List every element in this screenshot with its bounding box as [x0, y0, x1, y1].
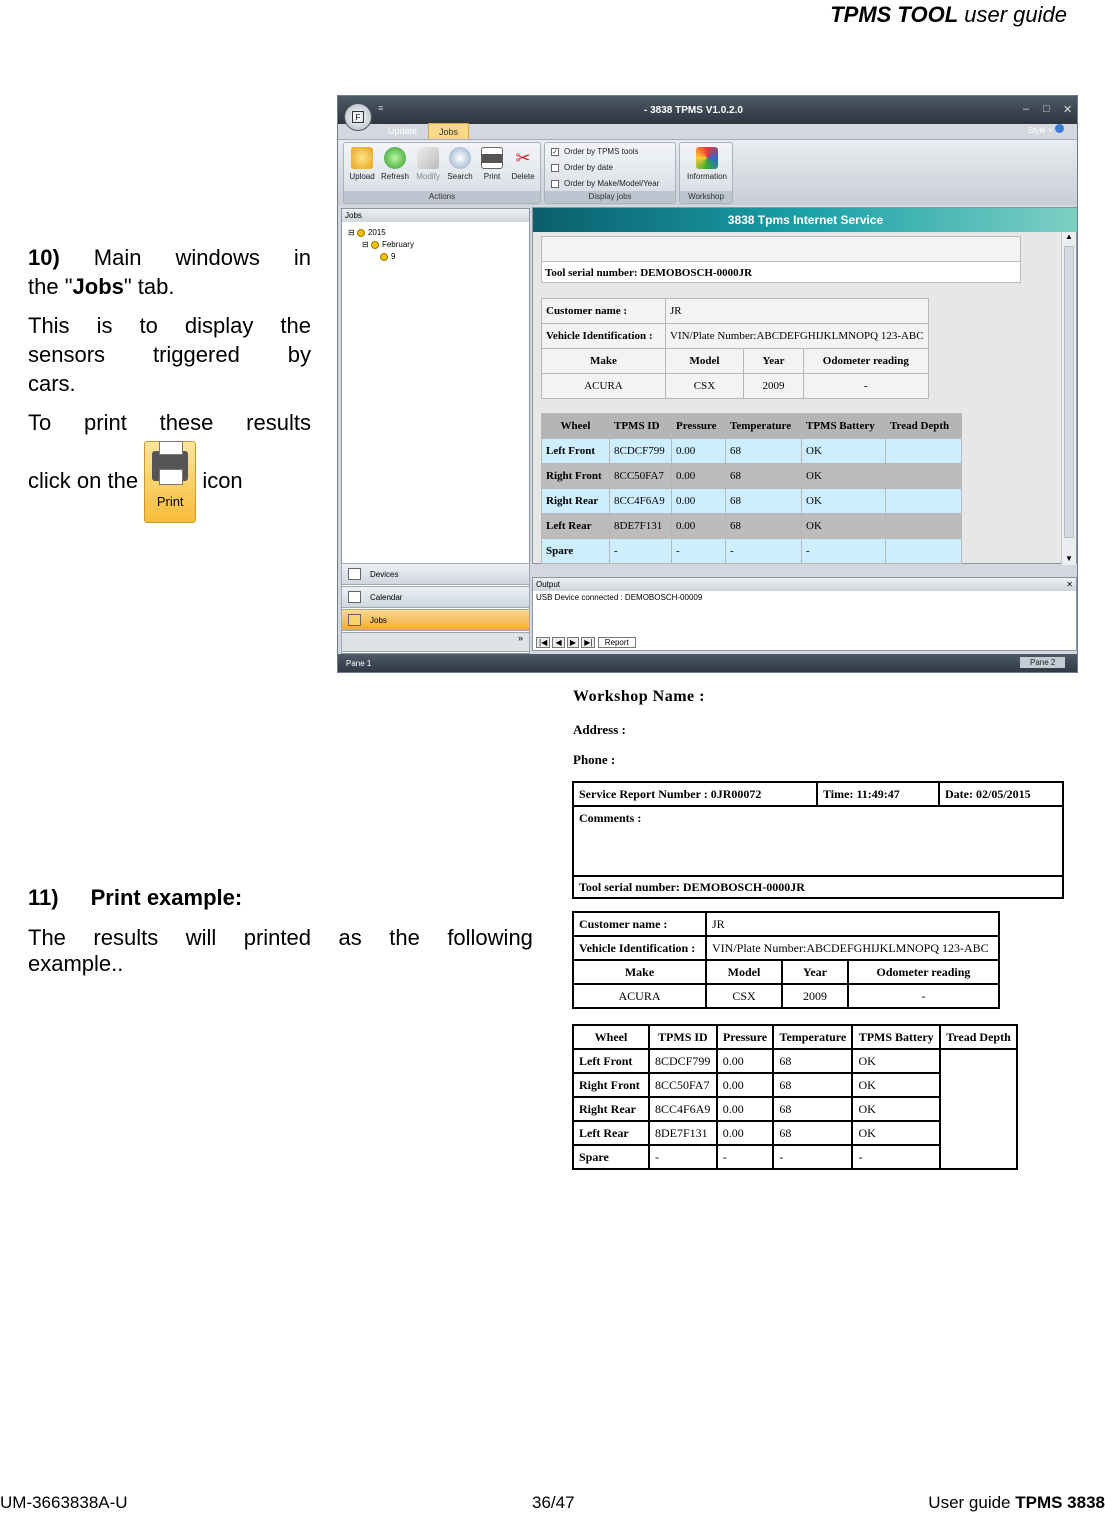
text: the "	[28, 274, 73, 299]
header-cell: Model	[706, 960, 782, 984]
display-group-label: Display jobs	[545, 191, 675, 203]
cell: 68	[773, 1049, 852, 1073]
information-icon	[696, 147, 718, 169]
s10-line-1	[28, 243, 311, 272]
s11-number: 11)	[28, 885, 59, 910]
cell: -	[804, 374, 929, 399]
s11-line-1	[28, 925, 533, 951]
app-menu-label: F	[352, 111, 364, 123]
quick-access-icon[interactable]: ≡	[378, 103, 384, 113]
nav-jobs[interactable]	[341, 609, 530, 631]
table-row	[542, 514, 962, 539]
footer-guide	[928, 1493, 1105, 1513]
status-bar	[338, 654, 1078, 673]
s10-line-6	[28, 408, 311, 437]
s10-line-4	[28, 340, 311, 369]
minimize-icon[interactable]: –	[1023, 103, 1030, 115]
cell: -	[717, 1145, 774, 1169]
cell: OK	[802, 464, 886, 489]
pe-address: Address :	[573, 722, 626, 737]
upload-label: Upload	[349, 172, 375, 181]
cell: Left Rear	[573, 1121, 649, 1145]
status-pane-2: Pane 2	[1020, 657, 1065, 668]
header-cell: TPMS Battery	[802, 414, 886, 439]
report-scrollbar[interactable]	[1061, 232, 1076, 565]
cell: 68	[726, 489, 802, 514]
upload-icon	[351, 147, 373, 169]
node-icon	[371, 241, 379, 249]
cell: 2009	[744, 374, 804, 399]
text: click on the	[28, 467, 139, 493]
word: is	[96, 313, 113, 338]
search-icon	[449, 147, 471, 169]
word: will	[185, 925, 217, 950]
cell: 8CC4F6A9	[649, 1097, 717, 1121]
s11-heading	[28, 885, 533, 911]
header-cell: Odometer reading	[804, 349, 929, 374]
cell: Right Front	[542, 464, 610, 489]
cell: OK	[852, 1049, 940, 1073]
output-pane	[532, 577, 1077, 651]
cell: Spare	[542, 539, 610, 564]
order-by-tools-checkbox[interactable]	[551, 147, 639, 156]
page-header	[830, 2, 1067, 28]
cell: Service Report Number : 0JR00072	[573, 782, 817, 806]
print-label: Print	[483, 172, 501, 181]
cell: 8CDCF799	[649, 1049, 717, 1073]
s10-number: 10)	[28, 245, 60, 270]
nav-label: Jobs	[370, 616, 387, 625]
pe-service-table	[572, 781, 1064, 899]
checkbox-label: Order by Make/Model/Year	[564, 179, 660, 188]
word: results	[93, 925, 159, 950]
tree-label: 2015	[367, 228, 386, 237]
s10-line-5: cars.	[28, 371, 76, 396]
cell	[886, 539, 962, 564]
help-icon[interactable]	[1055, 124, 1064, 133]
cell	[886, 439, 962, 464]
cell: 0.00	[717, 1073, 774, 1097]
sensor-table	[541, 413, 962, 564]
tree-label: 9	[391, 252, 396, 261]
cell: Spare	[573, 1145, 649, 1169]
node-icon	[357, 229, 365, 237]
cell: 68	[773, 1121, 852, 1145]
word: display	[184, 313, 254, 338]
nav-calendar[interactable]	[341, 586, 530, 608]
report-banner: 3838 Tpms Internet Service	[533, 208, 1078, 232]
cell: OK	[852, 1073, 940, 1097]
next-page-icon[interactable]: ▶	[567, 637, 579, 648]
footer-guide-text: User guide	[928, 1493, 1016, 1512]
cell: -	[773, 1145, 852, 1169]
pe-sensor-table	[572, 1024, 1018, 1170]
cell: Right Front	[573, 1073, 649, 1097]
cell: Time: 11:49:47	[817, 782, 939, 806]
actions-group	[343, 142, 541, 204]
refresh-label: Refresh	[380, 172, 409, 181]
cell: 8CC50FA7	[610, 464, 672, 489]
header-cell: Temperature	[726, 414, 802, 439]
workshop-group	[679, 142, 733, 204]
tab-report[interactable]: Report	[598, 637, 636, 648]
word: sensors	[28, 342, 106, 367]
scissors-icon: ✂	[515, 148, 531, 168]
print-icon-label: Print	[156, 494, 184, 509]
folder-icon	[348, 614, 361, 626]
table-row	[542, 464, 962, 489]
cell: 0.00	[672, 489, 726, 514]
cell: -	[672, 539, 726, 564]
app-screenshot	[337, 95, 1078, 673]
cell: 8CC50FA7	[649, 1073, 717, 1097]
tool-serial: Tool serial number: DEMOBOSCH-0000JR	[541, 261, 1021, 283]
header-cell: Model	[666, 349, 744, 374]
cell: VIN/Plate Number:ABCDEFGHIJKLMNOPQ 123-ABC	[666, 324, 929, 349]
cell: -	[610, 539, 672, 564]
scroll-thumb[interactable]	[1064, 246, 1074, 538]
delete-button[interactable]	[507, 147, 539, 181]
header-cell: Odometer reading	[848, 960, 999, 984]
order-by-make-checkbox[interactable]	[551, 179, 659, 188]
table-row	[573, 1049, 1017, 1073]
scroll-up-icon[interactable]: ▲	[1065, 232, 1073, 241]
cell: Customer name :	[573, 912, 706, 936]
footer-product: TPMS 3838	[1015, 1493, 1105, 1512]
information-label: Information	[686, 172, 728, 181]
last-page-icon[interactable]: ▶|	[581, 637, 595, 648]
status-pane-1: Pane 1	[346, 659, 372, 668]
word: To	[28, 410, 52, 435]
word: in	[293, 245, 311, 270]
table-row	[542, 539, 962, 564]
nav-devices[interactable]	[341, 563, 530, 585]
tree-node-9[interactable]	[380, 252, 395, 261]
refresh-button[interactable]	[379, 147, 411, 181]
style-label: Style	[1028, 126, 1046, 135]
cell: 0.00	[717, 1097, 774, 1121]
delete-label: Delete	[511, 172, 535, 181]
cell: JR	[706, 912, 999, 936]
cell: ACURA	[573, 984, 706, 1008]
header-cell: Wheel	[573, 1025, 649, 1049]
cell: 0.00	[717, 1121, 774, 1145]
word: the	[389, 925, 420, 950]
cell: Tool serial number: DEMOBOSCH-0000JR	[573, 876, 1063, 898]
cell: OK	[802, 489, 886, 514]
cell: 0.00	[672, 464, 726, 489]
report-top-box	[541, 236, 1021, 262]
customer-table	[541, 298, 929, 399]
title-bar	[338, 96, 1078, 124]
word: these	[159, 410, 214, 435]
cell: CSX	[706, 984, 782, 1008]
header-cell: Wheel	[542, 414, 610, 439]
cell: JR	[666, 299, 929, 324]
header-cell: Make	[573, 960, 706, 984]
cell: 8CC4F6A9	[610, 489, 672, 514]
cell: Comments :	[573, 806, 1063, 876]
modify-label: Modify	[416, 172, 440, 181]
cell: Right Rear	[573, 1097, 649, 1121]
header-cell: TPMS ID	[610, 414, 672, 439]
header-cell: Tread Depth	[940, 1025, 1017, 1049]
cell: VIN/Plate Number:ABCDEFGHIJKLMNOPQ 123-ABC	[706, 936, 999, 960]
cell: OK	[852, 1121, 940, 1145]
checkbox-label: Order by date	[564, 163, 613, 172]
maximize-icon[interactable]: □	[1043, 103, 1050, 115]
checkbox-icon	[551, 164, 559, 172]
tree-node-2015[interactable]: ⊟ 2015	[348, 228, 386, 237]
header-cell: Temperature	[773, 1025, 852, 1049]
cell: 0.00	[672, 439, 726, 464]
window-title: - 3838 TPMS V1.0.2.0	[644, 105, 743, 116]
cell: Right Rear	[542, 489, 610, 514]
header-title: TPMS TOOL	[830, 2, 959, 27]
header-cell: Pressure	[717, 1025, 774, 1049]
jobs-word: Jobs	[72, 274, 124, 299]
cell: -	[802, 539, 886, 564]
section-10-text	[28, 243, 311, 523]
tab-jobs[interactable]: Jobs	[428, 123, 469, 140]
search-button[interactable]	[444, 147, 476, 181]
cell: OK	[802, 439, 886, 464]
prev-page-icon[interactable]: ◀	[552, 637, 564, 648]
search-label: Search	[447, 172, 473, 181]
cell: Left Front	[542, 439, 610, 464]
s10-line-2	[28, 272, 311, 301]
word: This	[28, 313, 70, 338]
cell: 8DE7F131	[610, 514, 672, 539]
nav-label: Calendar	[370, 593, 403, 602]
print-icon	[144, 441, 196, 523]
cell: -	[852, 1145, 940, 1169]
cell: 68	[773, 1097, 852, 1121]
header-cell: Pressure	[672, 414, 726, 439]
devices-icon	[348, 568, 361, 580]
nav-label: Devices	[370, 570, 399, 579]
print-button[interactable]	[476, 147, 508, 181]
word: printed	[243, 925, 312, 950]
output-title: Output	[536, 580, 561, 589]
cell: 68	[773, 1073, 852, 1097]
word: as	[338, 925, 362, 950]
word: triggered	[152, 342, 240, 367]
cell: OK	[802, 514, 886, 539]
cell: -	[726, 539, 802, 564]
checkbox-checked-icon: ✓	[552, 148, 558, 156]
table-row	[542, 439, 962, 464]
checkbox-icon	[551, 180, 559, 188]
order-by-date-checkbox[interactable]	[551, 163, 613, 172]
tree-node-february[interactable]: ⊟ February	[362, 240, 414, 249]
footer-doc-id: UM-3663838A-U	[0, 1493, 128, 1512]
cell: 0.00	[717, 1049, 774, 1073]
word: to	[139, 313, 158, 338]
header-cell: TPMS ID	[649, 1025, 717, 1049]
cell: Vehicle Identification :	[542, 324, 666, 349]
first-page-icon[interactable]: |◀	[536, 637, 550, 648]
cell: Customer name :	[542, 299, 666, 324]
scroll-down-icon[interactable]: ▼	[1065, 554, 1073, 563]
cell: 8CDCF799	[610, 439, 672, 464]
s11-line-2: example..	[28, 951, 124, 976]
cell: OK	[852, 1097, 940, 1121]
app-menu-button[interactable]	[344, 103, 372, 131]
word: The	[28, 925, 66, 950]
upload-button[interactable]	[346, 147, 378, 181]
cell: 68	[726, 514, 802, 539]
cell: 68	[726, 439, 802, 464]
nav-overflow-button[interactable]: »	[341, 632, 530, 652]
header-cell: Make	[542, 349, 666, 374]
display-jobs-group	[544, 142, 676, 204]
output-close-icon[interactable]: ✕	[1066, 580, 1073, 589]
actions-group-label: Actions	[344, 191, 540, 203]
header-cell: Year	[782, 960, 848, 984]
cell: 68	[726, 464, 802, 489]
output-header	[533, 578, 1076, 591]
word: results	[246, 410, 311, 435]
text: icon	[202, 467, 243, 493]
word: by	[287, 342, 311, 367]
cell	[886, 489, 962, 514]
text: " tab.	[123, 274, 175, 299]
cell: Date: 02/05/2015	[939, 782, 1063, 806]
tree-label: February	[381, 240, 414, 249]
output-text: USB Device connected : DEMOBOSCH-00009	[536, 593, 703, 602]
header-subtitle: user guide	[958, 2, 1067, 27]
word: Main	[93, 245, 142, 270]
style-menu[interactable]: Style ˅	[1028, 124, 1064, 135]
word: the	[280, 313, 311, 338]
table-row	[542, 489, 962, 514]
s10-line-3	[28, 311, 311, 340]
header-cell: Tread Depth	[886, 414, 962, 439]
tab-update[interactable]: Update	[388, 126, 418, 136]
s10-line-7	[28, 441, 311, 523]
pe-phone: Phone :	[573, 752, 616, 767]
cell: -	[848, 984, 999, 1008]
cell: 2009	[782, 984, 848, 1008]
cell	[886, 464, 962, 489]
cell: ACURA	[542, 374, 666, 399]
word: print	[84, 410, 127, 435]
cell: CSX	[666, 374, 744, 399]
node-icon	[380, 253, 388, 261]
information-button[interactable]	[682, 147, 732, 181]
s11-title: Print example:	[90, 885, 243, 910]
section-11-text	[28, 885, 533, 977]
cell	[886, 514, 962, 539]
jobs-pane-title: Jobs	[342, 209, 529, 222]
pe-workshop-name: Workshop Name :	[573, 688, 705, 705]
cell: Vehicle Identification :	[573, 936, 706, 960]
footer-page-number: 36/47	[532, 1493, 575, 1512]
modify-icon	[417, 147, 439, 169]
calendar-icon	[348, 591, 361, 603]
pe-customer-table	[572, 911, 1000, 1009]
refresh-icon	[384, 147, 406, 169]
printer-icon	[481, 147, 503, 169]
word: windows	[175, 245, 260, 270]
close-icon[interactable]: ✕	[1063, 104, 1073, 116]
header-cell: Year	[744, 349, 804, 374]
cell: -	[649, 1145, 717, 1169]
tread-depth-cell	[940, 1049, 1017, 1169]
ribbon	[338, 139, 1078, 205]
word: following	[447, 925, 533, 950]
checkbox-label: Order by TPMS tools	[564, 147, 639, 156]
modify-button[interactable]	[412, 147, 444, 181]
header-cell: TPMS Battery	[852, 1025, 940, 1049]
workshop-group-label: Workshop	[680, 191, 732, 203]
report-tabbar	[536, 637, 636, 648]
cell: Left Rear	[542, 514, 610, 539]
report-pane	[532, 207, 1077, 564]
cell: 8DE7F131	[649, 1121, 717, 1145]
cell: Left Front	[573, 1049, 649, 1073]
cell: 0.00	[672, 514, 726, 539]
